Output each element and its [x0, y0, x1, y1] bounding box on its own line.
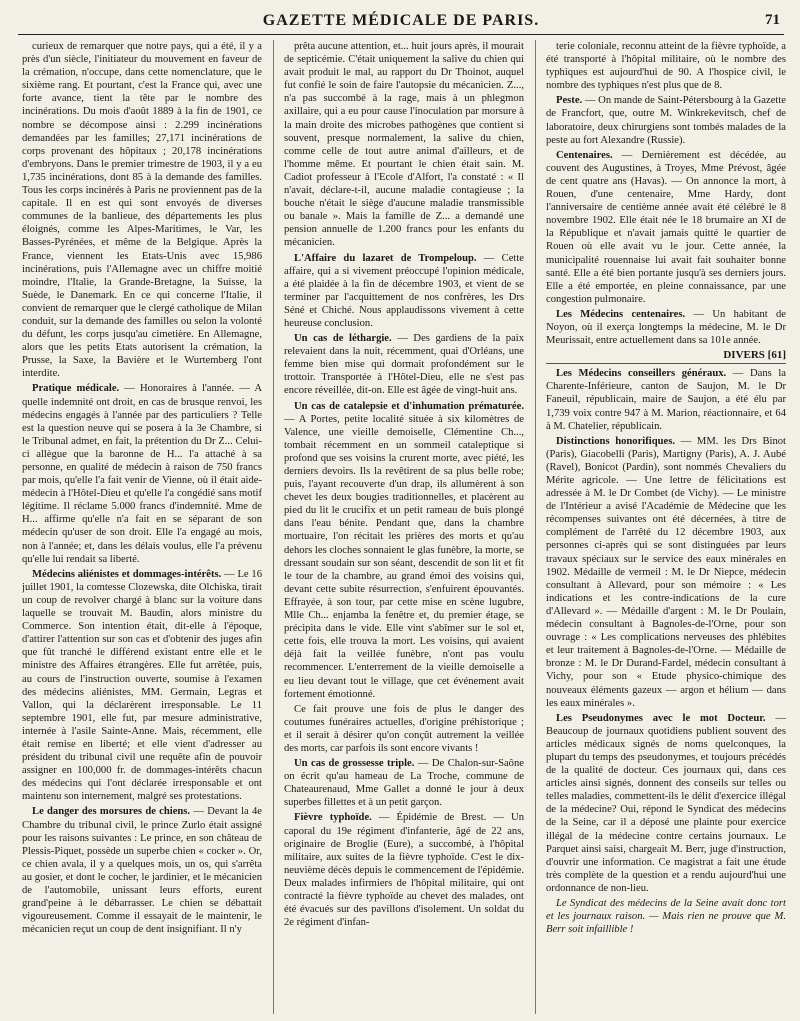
article-headline: Pratique médicale. — [32, 383, 120, 395]
paragraph: Pratique médicale. — Honoraires à l'année. — A quelle indemnité ont droit, en cas de brusque renvoi, les médecins engagés à l'année par des particuliers ? Telle est la question neuve qui se posera à la 3e Chambre, si le Tribunal admet, en fait, la prétention du Dr Z... Celui-ci allègue que la baronne de H... l'a attaché à sa personne, en qualité de médecin à raison de 750 francs par mois, qu'elle l'a fait venir de Vienne, où il était aide-médecin à l'Hôtel-Dieu et qu'elle l'a congédié sans motif légitime. Il réclame 5.000 francs d'indemnité. Mme de H... affirme qu'elle n'a fait en se séparant de son médecin qu'user de son droit. Elle l'a engagé au mois, non à l'année; et, dans les délais voulus, elle l'a prévenu qu'elle lui rendait sa liberté. — [22, 383, 262, 565]
journal-title: GAZETTE MÉDICALE DE PARIS. — [262, 12, 540, 29]
paragraph: Ce fait prouve une fois de plus le danger des coutumes funéraires actuelles, d'origine préhistorique ; et il serait à désirer qu'on conçût autrement la veillée des morts, car parfois ils sont encore vivants ! — [284, 703, 524, 754]
paragraph: Un cas de catalepsie et d'inhumation prématurée. — A Portes, petite localité située à six kilomètres de Valence, une vieille demoiselle, Clémentine Ch..., tombait récemment en un sommeil cataleptique si profond que ses voisins la crurent morte, avec piété, les derniers devoirs. Ils la revêtirent de sa plus belle robe; puis, l'ayant recouverte d'un drap, ils allumèrent à son chevet les deux bougies traditionnelles, et placèrent au pied du lit le crucifix et un petit rameau de buis plongé dans l'eau bénite. Pendant que, dans la chambre mortuaire, l'on récitait les prières des morts et qu'au dehors les cloches sonnaient le glas funèbre, la morte, se dressant soudain sur son séant, descendit de son lit et fit le tour de la chambre, au grand émoi des voisins qui, devant cette subite résurrection, s'enfuirent épouvantés. Effrayée, à son tour, par cette mise en scène lugubre, Mlle Ch... enjamba la fenêtre et, du premier étage, se précipita dans le vide. Elle vint s'abîmer sur le sol et, cette fois, elle trouva la mort. Les voisins, qui avaient déjà fait la veillée funèbre, n'ont pas voulu recommencer. L'enterrement de la vieille demoiselle a eu lieu devant tout le village, que cet événement avait fortement émotionné. — [284, 400, 524, 700]
article-headline: Les Médecins centenaires. — [556, 308, 686, 320]
paragraph: terie coloniale, reconnu atteint de la fièvre typhoïde, a été transporté à l'hôpital militaire, où le nombre des typhiques est aujourd'hui de 90. A l'hospice civil, le nombre des typhiques n'est plus que de 8. — [546, 41, 786, 92]
article-headline: Un cas de léthargie. — [294, 333, 392, 345]
paragraph: Fièvre typhoïde. — Épidémie de Brest. — Un caporal du 19e régiment d'infanterie, âgé de 22 ans, originaire de Broglie (Eure), a succombé, à l'hôpital militaire, aux suites de la fièvre typhoïde. C'est le dix-neuvième décès depuis le commencement de l'épidémie. Deux malades infirmiers de l'hôpital militaire, qui ont contracté la fièvre typhoïde au chevet des malades, ont été évacués sur des pavillons d'isolement. Un soldat du 2e régiment d'infan- — [284, 812, 524, 929]
article-headline: Fièvre typhoïde. — [294, 812, 372, 824]
page-number: 71 — [765, 12, 780, 28]
paragraph: Les Pseudonymes avec le mot Docteur. — Beaucoup de journaux quotidiens publient souvent des articles médicaux signés de noms quelconques, la plupart du temps des pseudonymes, et toujours précédés de la qualité de docteur. Ces journaux qui, dans ces articles ainsi signés, donnent des conseils sur telles ou telles maladies, commettent-ils le délit d'exercice illégal de la médecine? Oui, répond le Syndicat des médecins de la Seine, car il a déposé une plainte pour exercice illégal de la médecine contre certains journaux. Le Parquet ainsi saisi, chargeait M. Berr, juge d'instruction, d'ouvrir une information. Ce magistrat a fait une étude très complète de la question et a rendu aujourd'hui une ordonnance de non-lieu. — [546, 712, 786, 894]
paragraph: Le Syndicat des médecins de la Seine avait donc tort et les journaux raison. — Mais rien ne prouve que M. Berr soit infaillible ! — [546, 898, 786, 936]
paragraph: Un cas de grossesse triple. — De Chalon-sur-Saône on écrit qu'au hameau de La Troche, commune de Chateaurenaud, Mme Gallet a donné le jour à deux superbes fillettes et à un petit garçon. — [284, 758, 524, 809]
article-headline: Médecins aliénistes et dommages-intérêts. — [32, 568, 222, 580]
article-headline: Les Médecins conseillers généraux. — [556, 368, 727, 380]
column-1 — [22, 40, 262, 1014]
article-headline: Centenaires. — [556, 149, 613, 161]
paragraph: Les Médecins centenaires. — Un habitant de Noyon, où il exerça longtemps la médecine, M. le Dr Meurissait, entre actuellement dans sa 101e année. — [546, 308, 786, 347]
column-2 — [284, 40, 524, 1014]
paragraph: Médecins aliénistes et dommages-intérêts. — Le 16 juillet 1901, la comtesse Clozewska, dite Olchiska, tirait un coup de revolver chargé à blanc sur la voiture dans laquelle se trouvait M. Baudin, alors ministre du Commerce. Son intention était, dit-elle à l'époque, d'attirer l'attention sur son cas et d'obtenir des juges afin que fût tranché le différend existant entre elle et le ministre des Affaires étrangères. Elle fut arrêtée, puis, au cours de l'instruction ouverte, soumise à l'examen des médecins aliénistes, MM. Germain, Legras et Vallon, qui la déclarèrent irresponsable. Le 11 septembre 1901, elle fut, par mesure administrative, internée à l'asile Sainte-Anne. Mais, récemment, elle était remise en liberté; et elle vient d'adresser au président du tribunal civil une requête afin de pouvoir assigner en 100,000 fr. de dommages-intérêts chacun des médecins qui l'ont déclarée irresponsable et ont maintenu son internement, malgré ses protestations. — [22, 568, 262, 803]
article-headline: Peste. — [556, 95, 583, 107]
paragraph: L'Affaire du lazaret de Trompeloup. — Cette affaire, qui a si vivement préoccupé l'opinion médicale, a été plaidée à la fin de décembre 1903, et vient de se terminer par l'acquittement de nos confrères, les Drs Séné et Chiché. Nous applaudissons vivement à cette heureuse conclusion. — [284, 252, 524, 329]
section-heading: DIVERS [61] — [546, 349, 786, 364]
text-columns — [22, 40, 786, 1014]
paragraph: Un cas de léthargie. — Des gardiens de la paix relevaient dans la nuit, récemment, quai d'Orléans, une femme bien mise qui dormait profondément sur le trottoir. Transportée à l'Hôtel-Dieu, elle ne s'est pas encore réveillée, dit-on. Elle est âgée de vingt-huit ans. — [284, 333, 524, 397]
article-headline: Les Pseudonymes avec le mot Docteur. — [556, 712, 766, 724]
paragraph: prêta aucune attention, et... huit jours après, il mourait de septicémie. C'était uniquement la salive du chien qui avait produit le mal, au rapport du Dr Thoinot, auquel fut confié le soin de faire l'autopsie du mécanicien. Z..., n'a pas succombé à la rage, mais à un phlegmon axillaire, qui a eu pour cause l'inoculation par morsure à la main droite des microbes pathogènes que contient si souvent, presque normalement, la salive du chien, comme celle de tout autre animal d'ailleurs, et de l'homme même. Et pourtant le chien était sain. M. Cadiot professeur à l'Ecole d'Alfort, l'a constaté : « Il n'avait, déclare-t-il, aucune maladie contagieuse ; la bouche n'était le siège d'aucune maladie transmissible ou banale ». Mais la famille de Z... a demandé une pension annuelle de 1.200 francs pour les enfants du mécanicien. — [284, 41, 524, 249]
paragraph: curieux de remarquer que notre pays, qui a été, il y a près d'un siècle, l'initiateur du mouvement en faveur de la crémation, n'occupe, dans cette nomenclature, que le sixième rang. Et pourtant, c'est la France qui, avec une forte avance, tient la tête par le nombre des incinérations. Du mois d'août 1889 à la fin de 1901, ce nombre se décompose ainsi : 2.299 incinérations demandées par les familles; 27,171 incinérations de corps provenant des hôpitaux ; 20,178 incinérations d'embryons. Dans le premier trimestre de 1903, il y a eu 1,735 incinérations, dont 85 à la demande des familles. Tous les corps incinérés à Paris ne proviennent pas de la capitale. Il en est qui sont envoyés de diverses communes de la banlieue, des départements les plus éloignés, comme les Alpes-Maritimes, le Var, les Basses-Pyrénées, et même de la Belgique. Après la France, viennent les Etats-Unis avec 15,986 incinérations, puis l'Allemagne avec un chiffre moitié moindre, l'Italie, la Grande-Bretagne, la Suisse, la Suède, le Danemark. En ce qui concerne l'Italie, il convient de remarquer que le clergé catholique de Milan conduit, sur la demande des familles ou selon la volonté du défunt, les corps jusqu'au cimetière. En Allemagne, alors que les petits Etats autorisent la crémation, la Prusse, la Saxe, la Bavière et le Wurtemberg l'ont interdite. — [22, 41, 262, 380]
article-headline: Distinctions honorifiques. — [556, 435, 675, 447]
paragraph: Centenaires. — Dernièrement est décédée, au couvent des Augustines, à Troyes, Mme Prévost, âgée de cent quatre ans (Havas). — On annonce la mort, à Rouen, d'une centenaire, Mme Hardy, dont l'anniversaire de centième année avait été célébré le 8 novembre 1902. Elle était née le 18 brumaire an XI de la République et n'avait jamais quitté le quartier de Rouen où elle avait vu le jour. Cette année, la municipalité rouennaise lui avait fait souhaiter bonne santé. Elle a été bien portante jusqu'à ses derniers jours. Elle a été emportée, en pleine connaissance, par une congestion pulmonaire. — [546, 149, 786, 305]
column-divider — [535, 40, 536, 1014]
article-headline: Un cas de grossesse triple. — [294, 758, 415, 770]
article-headline: Le danger des morsures de chiens. — [32, 806, 191, 818]
column-3 — [546, 40, 786, 1014]
page-header — [18, 8, 784, 35]
paragraph: Distinctions honorifiques. — MM. les Drs Binot (Paris), Giacobelli (Paris), Martigny (Paris), A. J. Aubé (Ravel), Bonicot (Pardin), sont nommés Chevaliers du Mérite agricole. — Une lettre de félicitations est adressée à M. le Dr Combet (de Vichy). — Le ministre de l'Intérieur a avisé l'Académie de Médecine que les récompenses suivantes ont été décernées, à titre de complément de l'arrêté du 12 décembre 1903, aux personnes ci-après qui se sont distinguées par leurs travaux spéciaux sur le service des eaux minérales en 1902. Médaille de vermeil : M. le Dr Niepce, médecin consultant à Allevard, pour son mémoire : « Les indications et les contre-indications de la cure d'Allevard ». — Médaille d'argent : M. le Dr Poulain, médecin consultant à Bagnoles-de-l'Orne, pour son ouvrage : « Les complications nerveuses des phlébites et leur traitement à Bagnoles-de-l'Orne. — Médaille de bronze : M. le Dr Durand-Fardel, médecin consultant à Vichy, pour son « Etude physico-chimique des nouveaux éléments gazeux — argon et hélium — dans les eaux minérales ». — [546, 435, 786, 709]
paragraph: Peste. — On mande de Saint-Pétersbourg à la Gazette de Francfort, que, outre M. Winkrekevitsch, chef de laboratoire, deux chirurgiens sont tombés malades de la peste au fort Alexandre (Russie). — [546, 95, 786, 146]
paragraph: Les Médecins conseillers généraux. — Dans la Charente-Inférieure, canton de Saujon, M. le Dr Faneuil, républicain, maire de Saujon, a été élu par 1,739 voix contre 947 à M. Marion, réactionnaire, et 64 à M. Chatelier, républicain. — [546, 368, 786, 432]
article-headline: L'Affaire du lazaret de Trompeloup. — [294, 252, 477, 264]
article-headline: Un cas de catalepsie et d'inhumation prématurée. — [294, 400, 524, 412]
column-divider — [273, 40, 274, 1014]
paragraph: Le danger des morsures de chiens. — Devant la 4e Chambre du tribunal civil, le prince Zurlo était assigné pour les raisons suivantes : Le prince, en son château de Plessis-Piquet, possède un superbe chien « cocker ». Or, ce chien avala, il y a quelques mois, un os, qui s'arrêta au gosier, et dont le cocher, le jardinier, et le mécanicien de l'automobile, unissant leurs efforts, eurent grand'peine à le débarrasser. Le chien se débattait vigoureusement. Comme il essayait de le maintenir, le mécanicien reçut un coup de dent insignifiant. Il n'y — [22, 806, 262, 936]
